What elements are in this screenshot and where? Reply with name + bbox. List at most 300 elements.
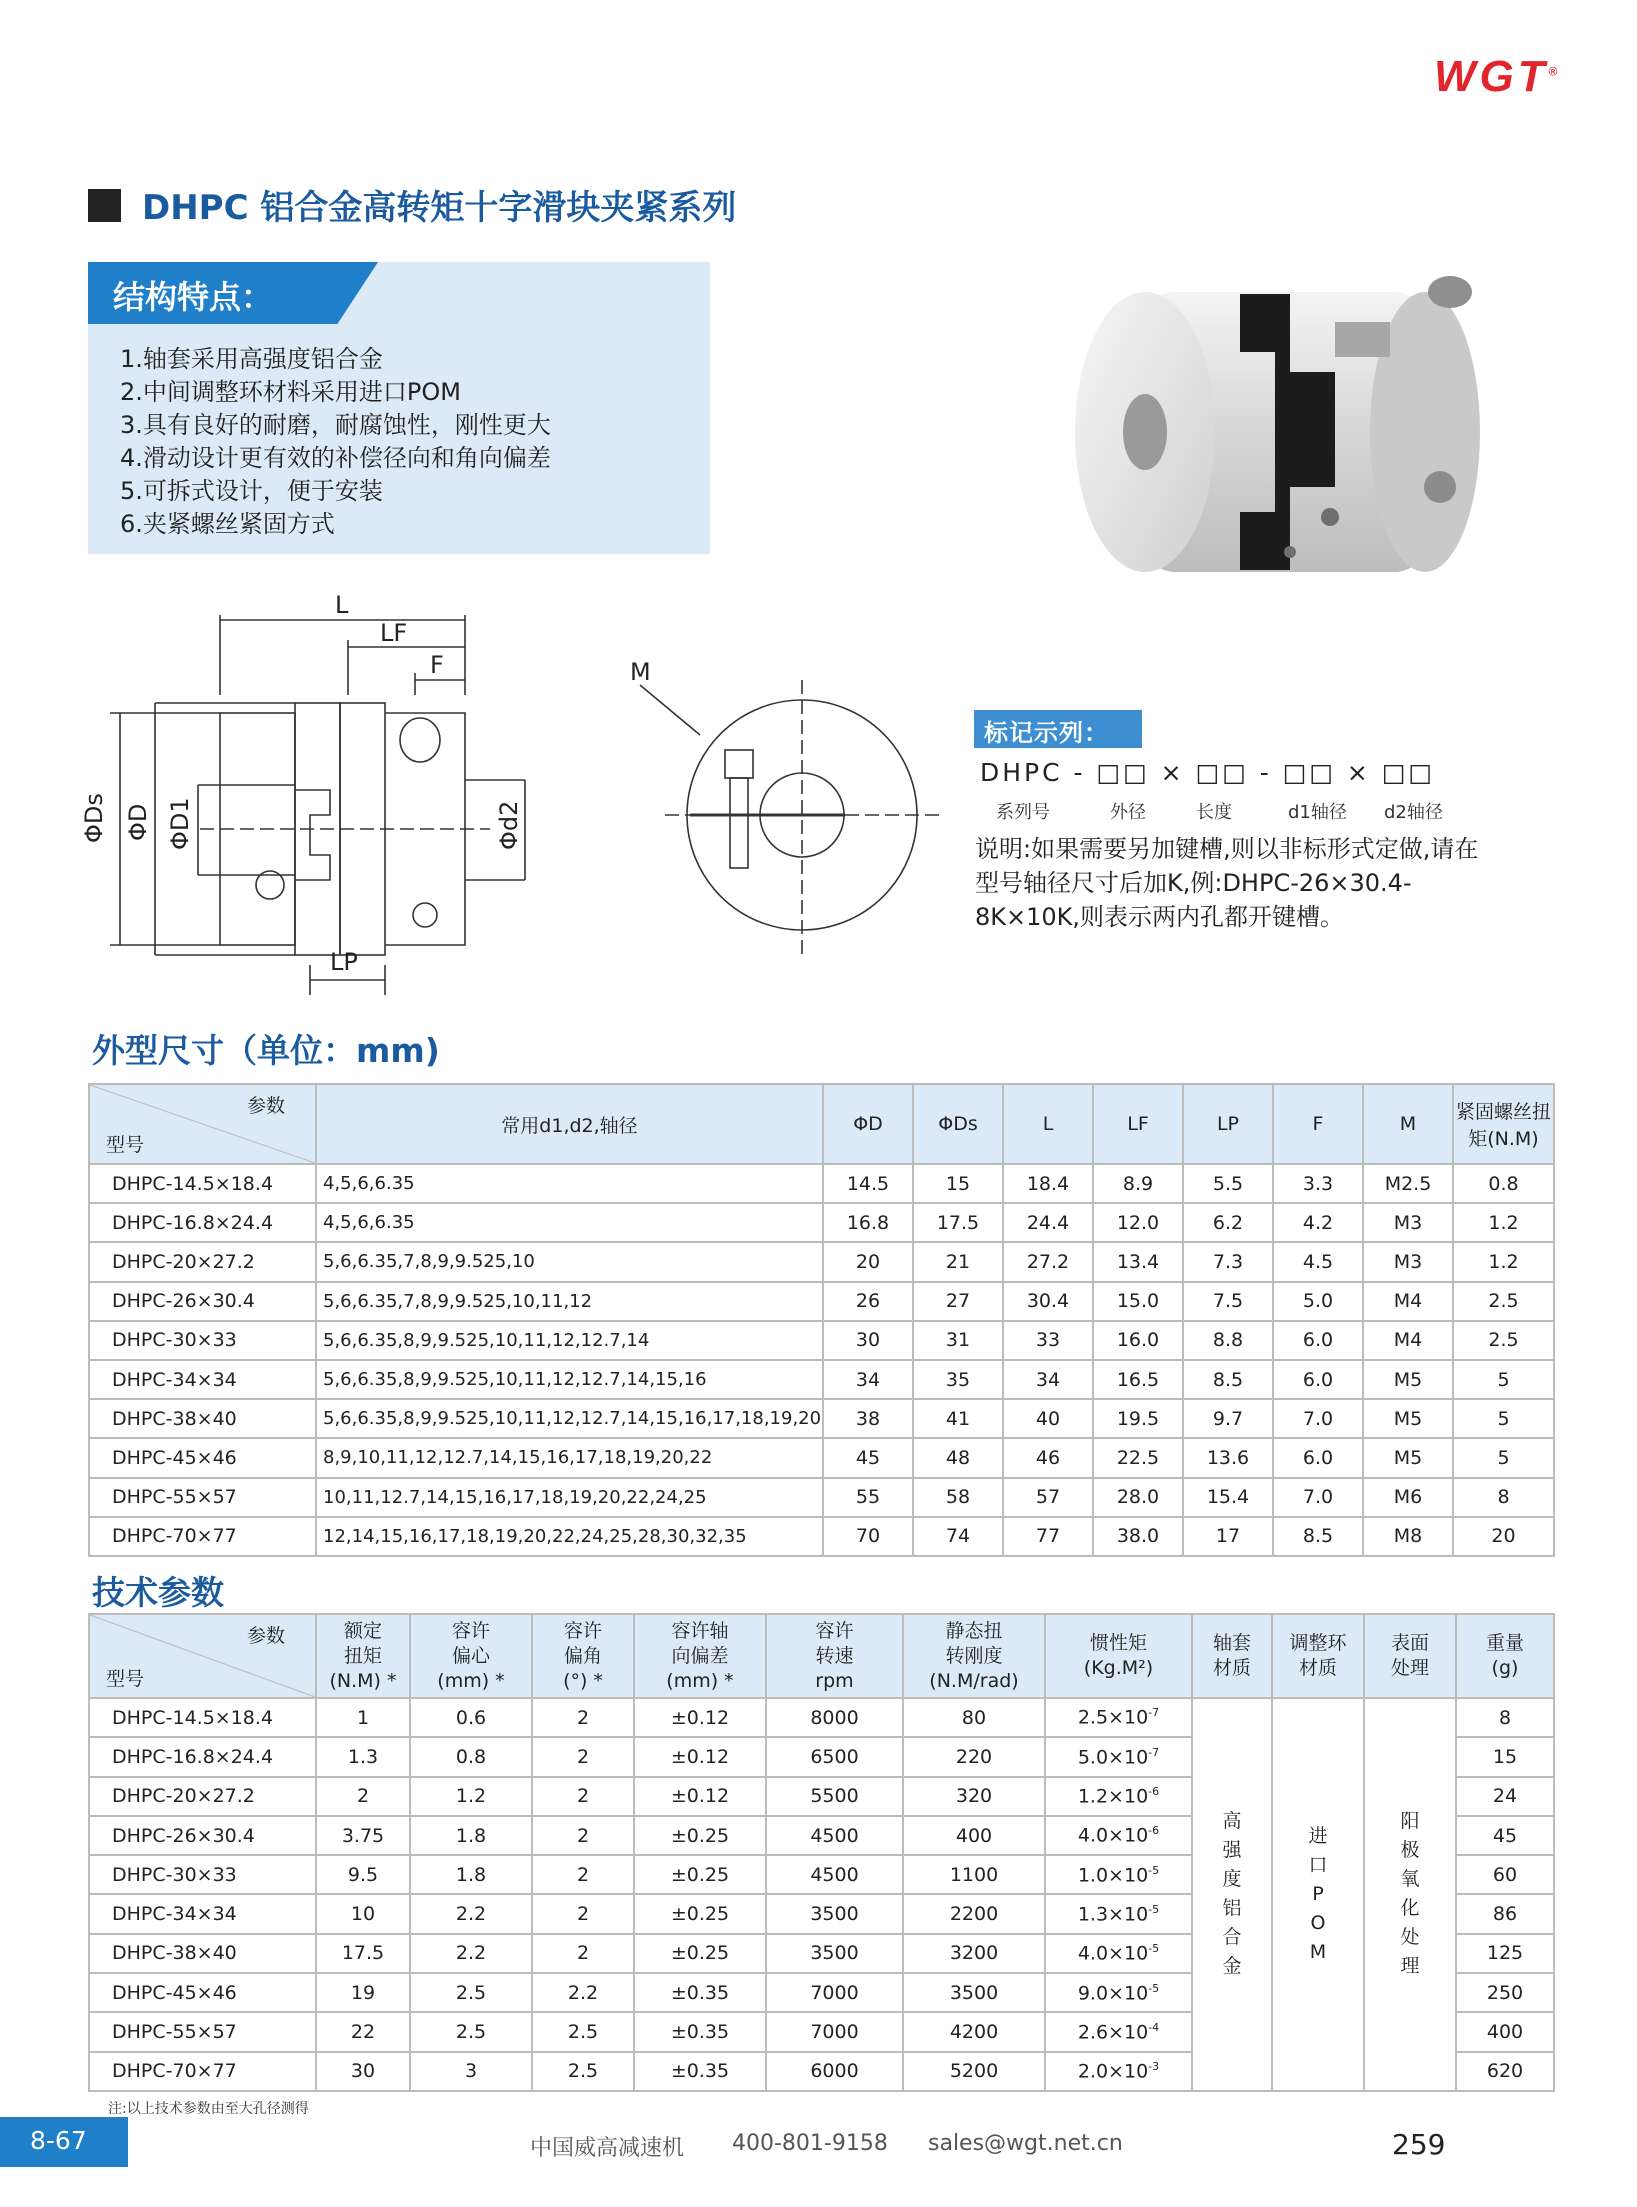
value-cell: 5,6,6.35,8,9,9.525,10,11,12,12.7,14,15,16	[316, 1360, 823, 1399]
inertia-exponent: -6	[1148, 1824, 1160, 1838]
value-cell: 21	[913, 1242, 1003, 1281]
value-cell: 30	[823, 1321, 913, 1360]
tech-header-line: rpm	[815, 1669, 854, 1692]
value-cell: 8	[1453, 1478, 1554, 1517]
tech-header-line: 容许轴	[671, 1619, 729, 1642]
value-cell: ±0.25	[634, 1934, 766, 1973]
inertia-base: 2.0×10	[1077, 2060, 1149, 2083]
tech-table	[88, 1613, 1555, 2092]
value-cell: 16.5	[1093, 1360, 1183, 1399]
value-cell: 5	[1453, 1360, 1554, 1399]
model-cell: DHPC-14.5×18.4	[89, 1164, 316, 1203]
value-cell: 18.4	[1003, 1164, 1093, 1203]
value-cell: 38	[823, 1399, 913, 1438]
inertia-exponent: -5	[1148, 1863, 1160, 1877]
value-cell: 8.9	[1093, 1164, 1183, 1203]
value-cell: ±0.12	[634, 1777, 766, 1816]
weight-cell: 620	[1456, 2052, 1554, 2091]
vertical-char: 处	[1400, 1926, 1420, 1949]
value-cell: 13.6	[1183, 1438, 1273, 1477]
dims-header: M	[1363, 1084, 1453, 1164]
inertia-base: 5.0×10	[1077, 1746, 1149, 1769]
value-cell: 2	[532, 1737, 634, 1776]
weight-cell: 24	[1456, 1777, 1554, 1816]
weight-cell: 45	[1456, 1816, 1554, 1855]
tech-header	[766, 1614, 903, 1698]
value-cell: 16.8	[823, 1203, 913, 1242]
corner-bottom-label: 型号	[106, 1668, 145, 1690]
value-cell: M4	[1363, 1282, 1453, 1321]
value-cell: 30	[316, 2052, 410, 2091]
value-cell: 48	[913, 1438, 1003, 1477]
table-row	[89, 1478, 1554, 1517]
value-cell: 6.0	[1273, 1438, 1363, 1477]
value-cell: 31	[913, 1321, 1003, 1360]
feature-item: 1.轴套采用高强度铝合金	[120, 345, 383, 373]
value-cell: 34	[1003, 1360, 1093, 1399]
value-cell: 8.5	[1273, 1517, 1363, 1556]
value-cell: 1.2	[1453, 1242, 1554, 1281]
tech-header-line: 偏角	[563, 1644, 602, 1667]
value-cell: 58	[913, 1478, 1003, 1517]
value-cell: 27	[913, 1282, 1003, 1321]
inertia-base: 1.2×10	[1077, 1785, 1149, 1808]
value-cell: 2	[316, 1777, 410, 1816]
model-cell: DHPC-70×77	[89, 2052, 316, 2091]
inertia-cell	[1045, 1737, 1192, 1776]
value-cell: 2.2	[532, 1973, 634, 2012]
inertia-base: 4.0×10	[1077, 1942, 1149, 1965]
value-cell: 33	[1003, 1321, 1093, 1360]
value-cell: 74	[913, 1517, 1003, 1556]
inertia-cell	[1045, 1777, 1192, 1816]
label-F: F	[430, 651, 444, 679]
value-cell: 320	[903, 1777, 1045, 1816]
value-cell: 2.5	[532, 2012, 634, 2051]
label-LF: LF	[380, 619, 408, 647]
table-row	[89, 1360, 1554, 1399]
corner-top-label: 参数	[246, 1625, 285, 1647]
value-cell: 4,5,6,6.35	[316, 1203, 823, 1242]
value-cell: M4	[1363, 1321, 1453, 1360]
vertical-char: 度	[1222, 1868, 1242, 1891]
value-cell: 9.5	[316, 1855, 410, 1894]
value-cell: 8.8	[1183, 1321, 1273, 1360]
value-cell: 2.5	[1453, 1282, 1554, 1321]
table-row	[89, 1203, 1554, 1242]
tech-header-line: 调整环	[1289, 1632, 1347, 1654]
table-row	[89, 1438, 1554, 1477]
value-cell: 6.0	[1273, 1321, 1363, 1360]
value-cell: 2.5	[410, 1973, 532, 2012]
value-cell: M5	[1363, 1399, 1453, 1438]
table-row	[89, 1242, 1554, 1281]
value-cell: 3	[410, 2052, 532, 2091]
value-cell: 10,11,12.7,14,15,16,17,18,19,20,22,24,25	[316, 1478, 823, 1517]
dims-corner	[89, 1084, 316, 1164]
weight-cell: 86	[1456, 1894, 1554, 1933]
value-cell: 15.0	[1093, 1282, 1183, 1321]
value-cell: 6.0	[1273, 1360, 1363, 1399]
model-cell: DHPC-16.8×24.4	[89, 1737, 316, 1776]
tech-header-line: 表面	[1390, 1632, 1429, 1654]
vertical-char: 进	[1308, 1824, 1328, 1847]
tech-header-line: (N.M/rad)	[929, 1669, 1019, 1692]
value-cell: 7.5	[1183, 1282, 1273, 1321]
marking-label: 长度	[1196, 802, 1232, 823]
tech-header-line: 处理	[1390, 1657, 1429, 1679]
table-row	[89, 1698, 1554, 1737]
value-cell: 7.3	[1183, 1242, 1273, 1281]
coupling-product-image	[1035, 262, 1535, 592]
vertical-char: P	[1312, 1882, 1324, 1905]
value-cell: ±0.35	[634, 2012, 766, 2051]
value-cell: 6.2	[1183, 1203, 1273, 1242]
value-cell: 80	[903, 1698, 1045, 1737]
value-cell: 3500	[766, 1934, 903, 1973]
tech-header	[410, 1614, 532, 1698]
footer-phone: 400-801-9158	[732, 2131, 888, 2156]
dims-header: 紧固螺丝扭矩(N.M)	[1453, 1084, 1554, 1164]
inertia-cell	[1045, 2052, 1192, 2091]
value-cell: 2.2	[410, 1934, 532, 1973]
value-cell: 2	[532, 1777, 634, 1816]
value-cell: 45	[823, 1438, 913, 1477]
vertical-char: 强	[1222, 1839, 1242, 1862]
tech-header-line: (°) *	[563, 1669, 603, 1692]
model-cell: DHPC-26×30.4	[89, 1816, 316, 1855]
value-cell: M3	[1363, 1203, 1453, 1242]
value-cell: 7.0	[1273, 1399, 1363, 1438]
tech-header-line: 静态扭	[945, 1619, 1003, 1642]
dims-header: ΦDs	[913, 1084, 1003, 1164]
inertia-base: 1.0×10	[1077, 1864, 1149, 1886]
inertia-exponent: -5	[1148, 1902, 1160, 1916]
value-cell: 4,5,6,6.35	[316, 1164, 823, 1203]
feature-item: 5.可拆式设计，便于安装	[120, 477, 383, 505]
page-number: 259	[1392, 2128, 1446, 2161]
value-cell: 8000	[766, 1698, 903, 1737]
value-cell: M3	[1363, 1242, 1453, 1281]
value-cell: 12.0	[1093, 1203, 1183, 1242]
label-L: L	[335, 591, 349, 619]
label-Ds: ΦDs	[80, 793, 108, 843]
tech-header-line: (Kg.M²)	[1083, 1657, 1154, 1679]
tech-header-line: 材质	[1298, 1657, 1337, 1679]
footnote: 注:以上技术参数由至大孔径测得	[108, 2101, 309, 2117]
tech-header-line: 额定	[343, 1619, 382, 1642]
tech-header	[1272, 1614, 1364, 1698]
value-cell: 15.4	[1183, 1478, 1273, 1517]
value-cell: 8,9,10,11,12,12.7,14,15,16,17,18,19,20,22	[316, 1438, 823, 1477]
value-cell: 15	[913, 1164, 1003, 1203]
vertical-char: O	[1310, 1911, 1326, 1934]
value-cell: 17.5	[316, 1934, 410, 1973]
value-cell: 34	[823, 1360, 913, 1399]
features-heading: 结构特点：	[113, 278, 274, 316]
value-cell: 20	[1453, 1517, 1554, 1556]
value-cell: 0.6	[410, 1698, 532, 1737]
value-cell: 7000	[766, 1973, 903, 2012]
value-cell: 28.0	[1093, 1478, 1183, 1517]
value-cell: 12,14,15,16,17,18,19,20,22,24,25,28,30,32,35	[316, 1517, 823, 1556]
value-cell: 9.7	[1183, 1399, 1273, 1438]
vertical-char: 极	[1400, 1839, 1420, 1862]
dims-header: F	[1273, 1084, 1363, 1164]
tech-header	[1364, 1614, 1456, 1698]
footer-company: 中国威高减速机	[530, 2136, 685, 2161]
model-cell: DHPC-20×27.2	[89, 1777, 316, 1816]
value-cell: 30.4	[1003, 1282, 1093, 1321]
value-cell: 5,6,6.35,8,9,9.525,10,11,12,12.7,14,15,16,17,18,19,20	[316, 1399, 823, 1438]
footer-email: sales@wgt.net.cn	[928, 2131, 1123, 2156]
weight-cell: 125	[1456, 1934, 1554, 1973]
value-cell: 400	[903, 1816, 1045, 1855]
model-cell: DHPC-55×57	[89, 1478, 316, 1517]
value-cell: 5,6,6.35,7,8,9,9.525,10,11,12	[316, 1282, 823, 1321]
value-cell: 1.2	[410, 1777, 532, 1816]
dims-title: 外型尺寸（单位：mm)	[92, 1031, 440, 1070]
weight-cell: 250	[1456, 1973, 1554, 2012]
value-cell: M6	[1363, 1478, 1453, 1517]
tech-header	[1456, 1614, 1554, 1698]
vertical-char: 铝	[1222, 1897, 1242, 1920]
feature-item: 6.夹紧螺丝紧固方式	[120, 510, 335, 538]
value-cell: 5	[1453, 1438, 1554, 1477]
value-cell: 8.5	[1183, 1360, 1273, 1399]
corner-top-label: 参数	[246, 1095, 285, 1117]
value-cell: 1.8	[410, 1816, 532, 1855]
inertia-base: 2.6×10	[1077, 2021, 1149, 2044]
model-cell: DHPC-14.5×18.4	[89, 1698, 316, 1737]
value-cell: 3.3	[1273, 1164, 1363, 1203]
value-cell: 22.5	[1093, 1438, 1183, 1477]
page-tab-label: 8-67	[30, 2126, 87, 2155]
features-list	[120, 343, 551, 541]
inertia-base: 9.0×10	[1077, 1981, 1149, 2004]
model-cell: DHPC-30×33	[89, 1855, 316, 1894]
inertia-exponent: -6	[1148, 1785, 1160, 1799]
inertia-exponent: -5	[1148, 1942, 1160, 1956]
value-cell: M5	[1363, 1360, 1453, 1399]
dims-header: 常用d1,d2,轴径	[316, 1084, 823, 1164]
value-cell: 3200	[903, 1934, 1045, 1973]
value-cell: 2.5	[410, 2012, 532, 2051]
tech-header-line: 扭矩	[343, 1644, 382, 1667]
value-cell: 19	[316, 1973, 410, 2012]
weight-cell: 15	[1456, 1737, 1554, 1776]
table-row	[89, 1164, 1554, 1203]
value-cell: 0.8	[410, 1737, 532, 1776]
value-cell: 2	[532, 1698, 634, 1737]
value-cell: 4500	[766, 1816, 903, 1855]
value-cell: 10	[316, 1894, 410, 1933]
label-D: ΦD	[124, 803, 152, 841]
model-cell: DHPC-38×40	[89, 1934, 316, 1973]
vertical-char: M	[1309, 1940, 1327, 1963]
value-cell: 41	[913, 1399, 1003, 1438]
dims-table	[88, 1083, 1555, 1557]
tech-header-line: 轴套	[1212, 1632, 1251, 1654]
marking-note: 说明:如果需要另加键槽,则以非标形式定做,请在型号轴径尺寸后加K,例:DHPC-26×30.4-8K×10K,则表示两内孔都开键槽。	[975, 835, 1479, 931]
value-cell: 22	[316, 2012, 410, 2051]
inertia-cell	[1045, 1698, 1192, 1737]
vertical-char: 口	[1308, 1853, 1328, 1876]
model-cell: DHPC-38×40	[89, 1399, 316, 1438]
corner-bottom-label: 型号	[106, 1134, 145, 1156]
vertical-char: 理	[1400, 1955, 1420, 1978]
value-cell: 5.0	[1273, 1282, 1363, 1321]
weight-cell: 8	[1456, 1698, 1554, 1737]
value-cell: 35	[913, 1360, 1003, 1399]
feature-item: 4.滑动设计更有效的补偿径向和角向偏差	[120, 444, 551, 472]
value-cell: ±0.35	[634, 2052, 766, 2091]
model-cell: DHPC-55×57	[89, 2012, 316, 2051]
table-row	[89, 1321, 1554, 1360]
value-cell: 1.2	[1453, 1203, 1554, 1242]
tech-header-line: 容许	[815, 1619, 854, 1642]
dims-header: L	[1003, 1084, 1093, 1164]
tech-header-line: 惯性矩	[1089, 1632, 1147, 1654]
value-cell: 5,6,6.35,8,9,9.525,10,11,12,12.7,14	[316, 1321, 823, 1360]
label-D1: ΦD1	[166, 797, 194, 850]
tech-header	[532, 1614, 634, 1698]
table-row	[89, 1399, 1554, 1438]
model-cell: DHPC-34×34	[89, 1894, 316, 1933]
value-cell: 17.5	[913, 1203, 1003, 1242]
tech-header-line: 材质	[1212, 1657, 1251, 1679]
value-cell: 1100	[903, 1855, 1045, 1894]
value-cell: 4.2	[1273, 1203, 1363, 1242]
vertical-char: 氧	[1400, 1868, 1420, 1891]
model-cell: DHPC-30×33	[89, 1321, 316, 1360]
value-cell: 4200	[903, 2012, 1045, 2051]
value-cell: 3500	[766, 1894, 903, 1933]
value-cell: M5	[1363, 1438, 1453, 1477]
value-cell: 19.5	[1093, 1399, 1183, 1438]
table-row	[89, 1517, 1554, 1556]
value-cell: 1.3	[316, 1737, 410, 1776]
surface-cell	[1364, 1698, 1456, 2091]
inertia-exponent: -5	[1148, 1981, 1160, 1995]
model-cell: DHPC-34×34	[89, 1360, 316, 1399]
tech-header	[634, 1614, 766, 1698]
label-d2: Φd2	[495, 800, 523, 850]
value-cell: 2.5	[532, 2052, 634, 2091]
value-cell: 40	[1003, 1399, 1093, 1438]
value-cell: 14.5	[823, 1164, 913, 1203]
value-cell: 24.4	[1003, 1203, 1093, 1242]
value-cell: M2.5	[1363, 1164, 1453, 1203]
tech-header-line: 偏心	[451, 1644, 490, 1667]
vertical-char: 金	[1222, 1955, 1242, 1978]
hub-material-cell	[1192, 1698, 1272, 2091]
marking-tag: 标记示列：	[984, 719, 1109, 747]
value-cell: 4.5	[1273, 1242, 1363, 1281]
value-cell: 6500	[766, 1737, 903, 1776]
value-cell: 38.0	[1093, 1517, 1183, 1556]
value-cell: 5,6,6.35,7,8,9,9.525,10	[316, 1242, 823, 1281]
value-cell: 2.2	[410, 1894, 532, 1933]
value-cell: 20	[823, 1242, 913, 1281]
wgt-logo: WGT®	[1434, 52, 1562, 101]
tech-header-line: (g)	[1491, 1657, 1519, 1679]
weight-cell: 60	[1456, 1855, 1554, 1894]
inertia-exponent: -4	[1148, 2020, 1160, 2034]
marking-label: 外径	[1110, 802, 1146, 823]
vertical-char: 化	[1400, 1897, 1420, 1920]
tech-header-line: (mm) *	[666, 1669, 734, 1692]
table-row	[89, 1282, 1554, 1321]
value-cell: 16.0	[1093, 1321, 1183, 1360]
value-cell: 5	[1453, 1399, 1554, 1438]
marking-label: d2轴径	[1384, 802, 1443, 823]
model-cell: DHPC-26×30.4	[89, 1282, 316, 1321]
marking-label: d1轴径	[1288, 802, 1347, 823]
tech-header	[1192, 1614, 1272, 1698]
model-cell: DHPC-45×46	[89, 1438, 316, 1477]
value-cell: ±0.12	[634, 1737, 766, 1776]
tech-header-line: 容许	[451, 1619, 490, 1642]
value-cell: 6000	[766, 2052, 903, 2091]
vertical-char: 高	[1222, 1810, 1242, 1833]
label-LP: LP	[330, 948, 358, 976]
tech-header-line: (N.M) *	[329, 1669, 397, 1692]
tech-header-line: 转刚度	[945, 1644, 1003, 1667]
inertia-base: 4.0×10	[1077, 1824, 1149, 1847]
model-cell: DHPC-45×46	[89, 1973, 316, 2012]
value-cell: 3.75	[316, 1816, 410, 1855]
value-cell: 70	[823, 1517, 913, 1556]
tech-header-line: 转速	[815, 1644, 854, 1667]
value-cell: 3500	[903, 1973, 1045, 2012]
ring-material-cell	[1272, 1698, 1364, 2091]
tech-header	[903, 1614, 1045, 1698]
vertical-char: 合	[1222, 1926, 1242, 1949]
inertia-cell	[1045, 1855, 1192, 1894]
inertia-base: 2.5×10	[1077, 1706, 1149, 1729]
value-cell: 0.8	[1453, 1164, 1554, 1203]
title-square-icon	[88, 189, 121, 222]
vertical-char: 阳	[1400, 1810, 1420, 1833]
marking-code: DHPC - □□ × □□ - □□ × □□	[980, 758, 1436, 787]
value-cell: 13.4	[1093, 1242, 1183, 1281]
inertia-exponent: -7	[1148, 1706, 1160, 1720]
inertia-cell	[1045, 1973, 1192, 2012]
weight-cell: 400	[1456, 2012, 1554, 2051]
value-cell: 4500	[766, 1855, 903, 1894]
dims-header: LP	[1183, 1084, 1273, 1164]
inertia-cell	[1045, 1894, 1192, 1933]
page-title: DHPC 铝合金高转矩十字滑块夹紧系列	[142, 188, 737, 228]
tech-corner	[89, 1614, 316, 1698]
value-cell: 1.8	[410, 1855, 532, 1894]
value-cell: 5500	[766, 1777, 903, 1816]
value-cell: 5200	[903, 2052, 1045, 2091]
value-cell: 2	[532, 1894, 634, 1933]
value-cell: 27.2	[1003, 1242, 1093, 1281]
feature-item: 2.中间调整环材料采用进口POM	[120, 378, 461, 406]
inertia-exponent: -7	[1148, 1745, 1160, 1759]
value-cell: 46	[1003, 1438, 1093, 1477]
model-cell: DHPC-16.8×24.4	[89, 1203, 316, 1242]
value-cell: 17	[1183, 1517, 1273, 1556]
inertia-cell	[1045, 1934, 1192, 1973]
value-cell: 7000	[766, 2012, 903, 2051]
feature-item: 3.具有良好的耐磨，耐腐蚀性，刚性更大	[120, 411, 551, 439]
value-cell: M8	[1363, 1517, 1453, 1556]
value-cell: ±0.25	[634, 1855, 766, 1894]
